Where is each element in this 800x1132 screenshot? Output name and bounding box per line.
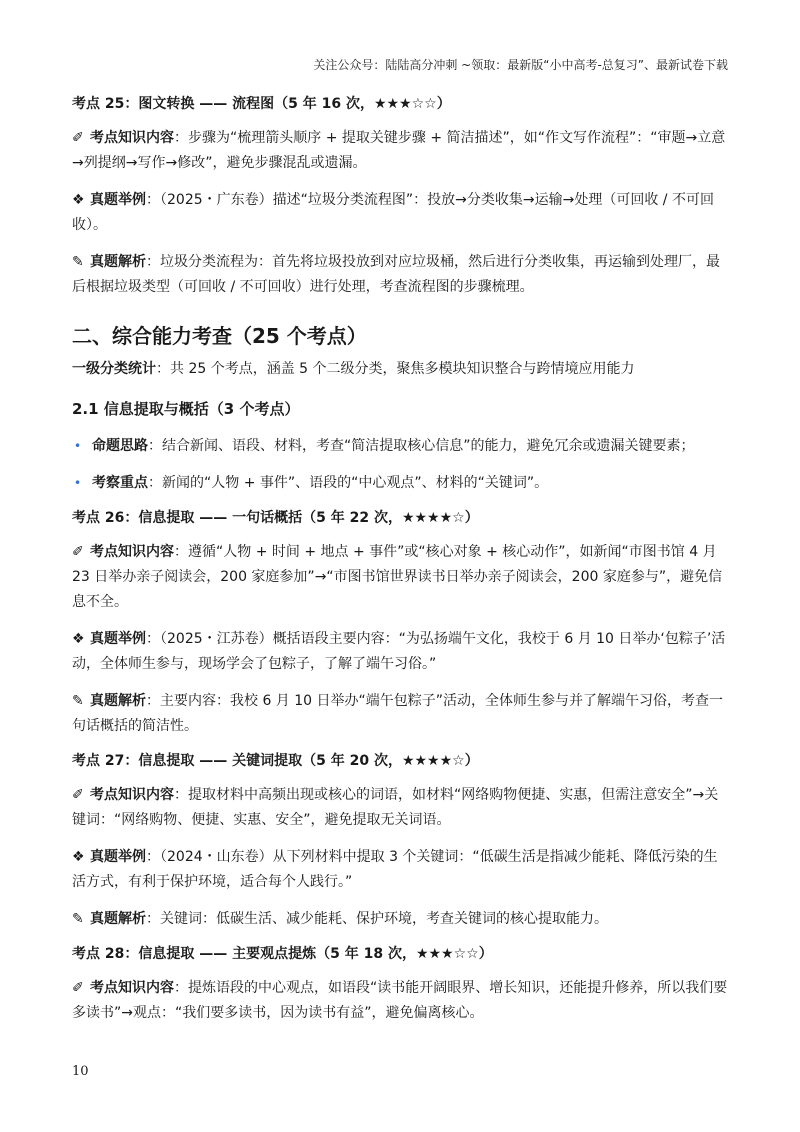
diamond-bullet-icon: ❖ [72, 849, 85, 865]
analysis-text: ：关键词：低碳生活、减少能耗、保护环境，考查关键词的核心提取能力。 [146, 911, 608, 927]
bullet-dot-icon: • [74, 476, 82, 490]
example-text: ：（2024・山东卷）从下列材料中提取 3 个关键词：“低碳生活是指减少能耗、降低污染的生活方式，有利于保护环境，适合每个人践行。” [72, 849, 718, 890]
bullet-dot-icon: • [74, 439, 82, 453]
knowledge-label: 考点知识内容 [90, 980, 174, 996]
knowledge-label: 考点知识内容 [90, 787, 174, 803]
section-heading: 二、综合能力考查（25 个考点） [72, 324, 367, 348]
example-label: 真题举例 [90, 631, 146, 647]
kp26-analysis [72, 689, 728, 739]
example-label: 真题举例 [90, 192, 146, 208]
bullet-label: 命题思路 [92, 438, 148, 454]
list-item [72, 434, 728, 459]
pencil-icon: ✐ [72, 980, 84, 996]
kp25-example [72, 188, 728, 238]
page-content [72, 94, 728, 1026]
knowledge-label: 考点知识内容 [90, 544, 174, 560]
kp25-knowledge [72, 126, 728, 176]
knowledge-text: ：步骤为“梳理箭头顺序 + 提取关键步骤 + 简洁描述”，如“作文写作流程”：“审题→立意→列提纲→写作→修改”，避免步骤混乱或遗漏。 [72, 130, 726, 171]
section-stat [72, 358, 728, 380]
pen-icon: ✎ [72, 693, 84, 709]
knowledge-text: ：提炼语段的中心观点，如语段“读书能开阔眼界、增长知识，还能提升修养，所以我们要多读书”→观点：“我们要多读书，因为读书有益”，避免偏离核心。 [72, 980, 728, 1021]
example-text: ：（2025・广东卷）描述“垃圾分类流程图”：投放→分类收集→运输→处理（可回收 / 不可回收）。 [72, 192, 714, 233]
analysis-text: ：主要内容：我校 6 月 10 日举办“端午包粽子”活动，全体师生参与并了解端午习俗，考查一句话概括的简洁性。 [72, 693, 724, 734]
pen-icon: ✎ [72, 911, 84, 927]
knowledge-label: 考点知识内容 [90, 130, 174, 146]
stat-text: ：共 25 个考点，涵盖 5 个二级分类，聚焦多模块知识整合与跨情境应用能力 [156, 361, 635, 377]
knowledge-text: ：遵循“人物 + 时间 + 地点 + 事件”或“核心对象 + 核心动作”，如新闻“市图书馆 4 月 23 日举办亲子阅读会，200 家庭参加”→“市图书馆世界读书日举办亲子阅读会，200 家庭参与”，避免信息不全。 [72, 544, 723, 610]
analysis-label: 真题解析 [90, 911, 146, 927]
pencil-icon: ✐ [72, 787, 84, 803]
diamond-bullet-icon: ❖ [72, 192, 85, 208]
kp28-knowledge [72, 976, 728, 1026]
analysis-label: 真题解析 [90, 254, 146, 270]
analysis-label: 真题解析 [90, 693, 146, 709]
page-number: 10 [72, 1064, 89, 1079]
bullet-label: 考察重点 [92, 475, 148, 491]
pen-icon: ✎ [72, 254, 84, 270]
example-label: 真题举例 [90, 849, 146, 865]
kp25-analysis [72, 250, 728, 300]
kp27-knowledge [72, 783, 728, 833]
page-header: 关注公众号：陆陆高分冲刺 ~领取：最新版“小中高考-总复习”、最新试卷下载 [313, 58, 728, 72]
diamond-bullet-icon: ❖ [72, 631, 85, 647]
pencil-icon: ✐ [72, 544, 84, 560]
kp26-example [72, 627, 728, 677]
knowledge-text: ：提取材料中高频出现或核心的词语，如材料“网络购物便捷、实惠，但需注意安全”→关键词：“网络购物、便捷、实惠、安全”，避免提取无关词语。 [72, 787, 719, 828]
list-item [72, 471, 728, 496]
analysis-text: ：垃圾分类流程为：首先将垃圾投放到对应垃圾桶，然后进行分类收集，再运输到处理厂，最后根据垃圾类型（可回收 / 不可回收）进行处理，考查流程图的步骤梳理。 [72, 254, 720, 295]
kp26-knowledge [72, 540, 728, 615]
kp28-title: 考点 28：信息提取 —— 主要观点提炼（5 年 18 次，★★★☆☆） [72, 946, 493, 962]
subsection-heading: 2.1 信息提取与概括（3 个考点） [72, 400, 300, 418]
stat-label: 一级分类统计 [72, 361, 156, 377]
pencil-icon: ✐ [72, 130, 84, 146]
bullet-text: ：结合新闻、语段、材料，考查“简洁提取核心信息”的能力，避免冗余或遗漏关键要素； [148, 438, 695, 454]
example-text: ：（2025・江苏卷）概括语段主要内容：“为弘扬端午文化，我校于 6 月 10 日举办‘包粽子’活动，全体师生参与，现场学会了包粽子，了解了端午习俗。” [72, 631, 726, 672]
kp27-analysis [72, 907, 728, 932]
bullet-text: ：新闻的“人物 + 事件”、语段的“中心观点”、材料的“关键词”。 [148, 475, 549, 491]
kp25-title: 考点 25：图文转换 —— 流程图（5 年 16 次，★★★☆☆） [72, 96, 451, 112]
kp26-title: 考点 26：信息提取 —— 一句话概括（5 年 22 次，★★★★☆） [72, 510, 479, 526]
kp27-example [72, 845, 728, 895]
kp27-title: 考点 27：信息提取 —— 关键词提取（5 年 20 次，★★★★☆） [72, 753, 479, 769]
